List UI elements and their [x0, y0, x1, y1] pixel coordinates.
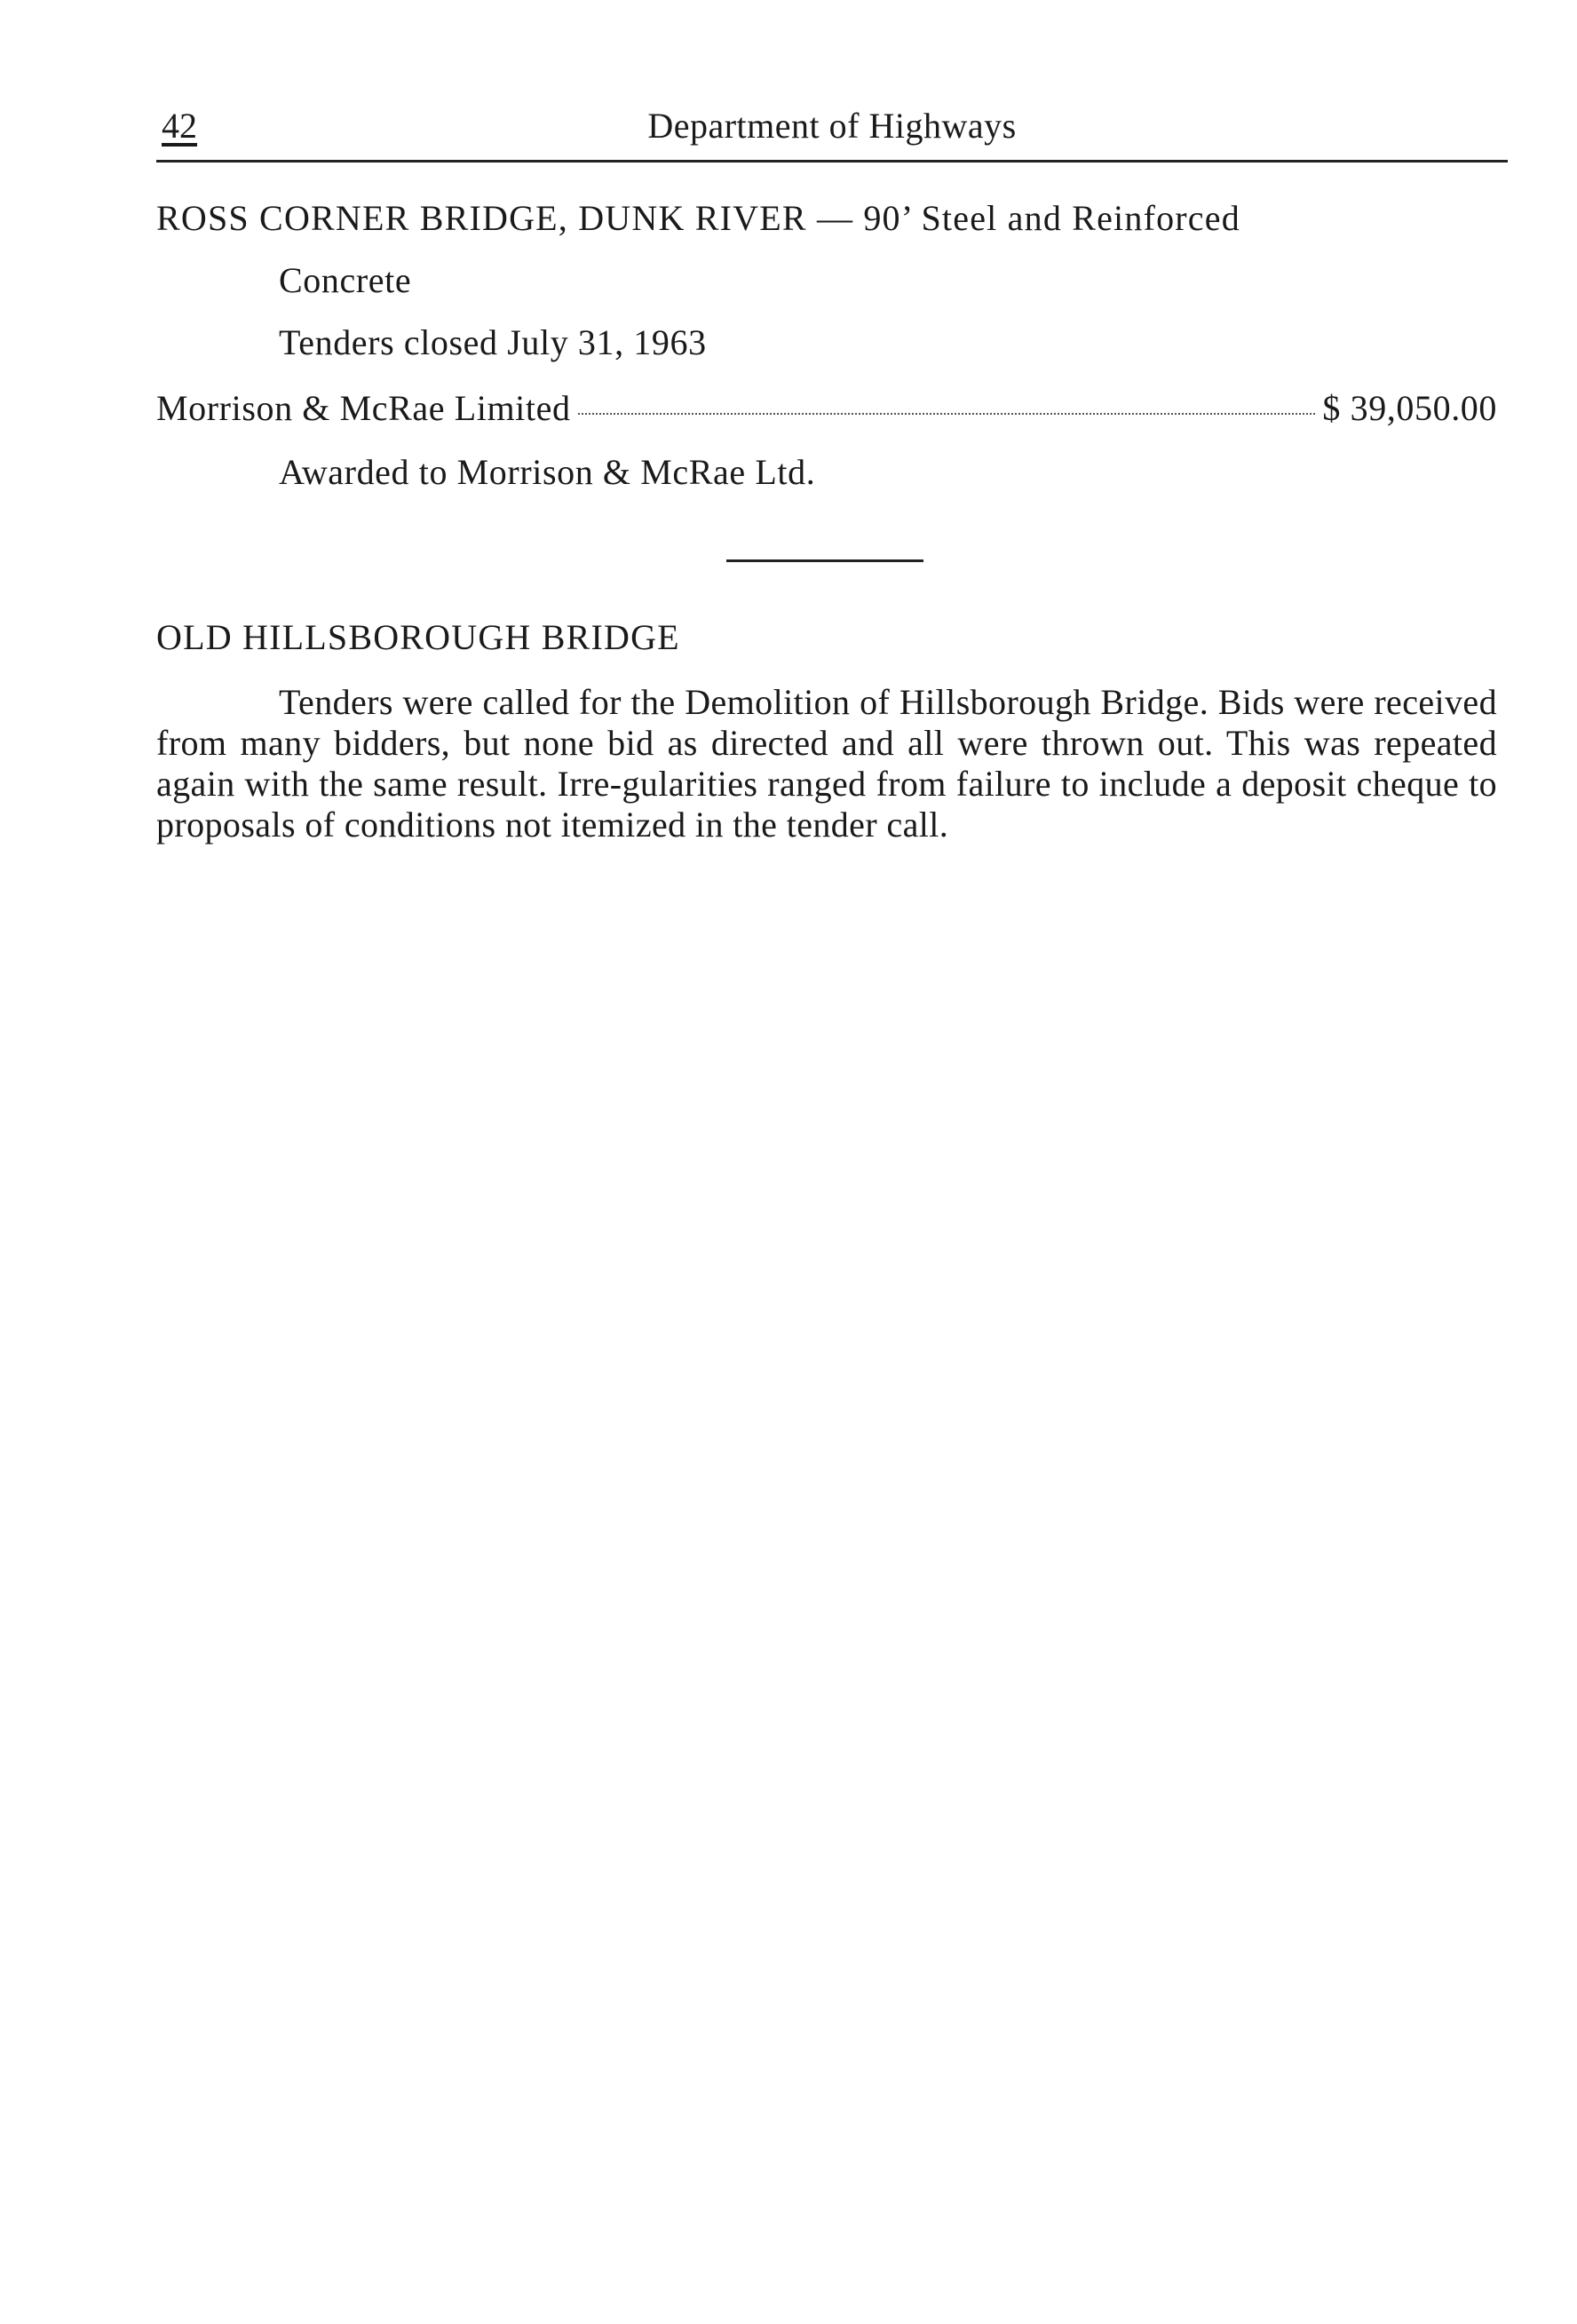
page-header	[156, 98, 1508, 163]
ross-corner-heading-continued: Concrete	[279, 260, 412, 300]
old-hillsborough-heading: OLD HILLSBOROUGH BRIDGE	[156, 617, 680, 657]
bid-row	[156, 387, 1497, 429]
old-hillsborough-paragraph: Tenders were called for the Demolition of Hillsborough Bridge. Bids were received from many bidders, but none bid as directed and all were thrown out. This was repeated again with the same result. Irre-gularities ranged from failure to include a deposit cheque to proposals of conditions not itemized in the tender call.	[156, 682, 1497, 845]
bid-amount: $ 39,050.00	[1322, 388, 1497, 428]
running-head: Department of Highways	[647, 106, 1017, 146]
bidder-name: Morrison & McRae Limited	[156, 388, 571, 428]
page-number: 42	[162, 106, 197, 146]
tenders-closed-date: Tenders closed July 31, 1963	[279, 322, 707, 362]
section-divider	[726, 559, 923, 562]
ross-corner-heading: ROSS CORNER BRIDGE, DUNK RIVER — 90’ Steel and Reinforced	[156, 198, 1240, 238]
awarded-to: Awarded to Morrison & McRae Ltd.	[279, 452, 816, 492]
leader-dots	[578, 413, 1316, 415]
